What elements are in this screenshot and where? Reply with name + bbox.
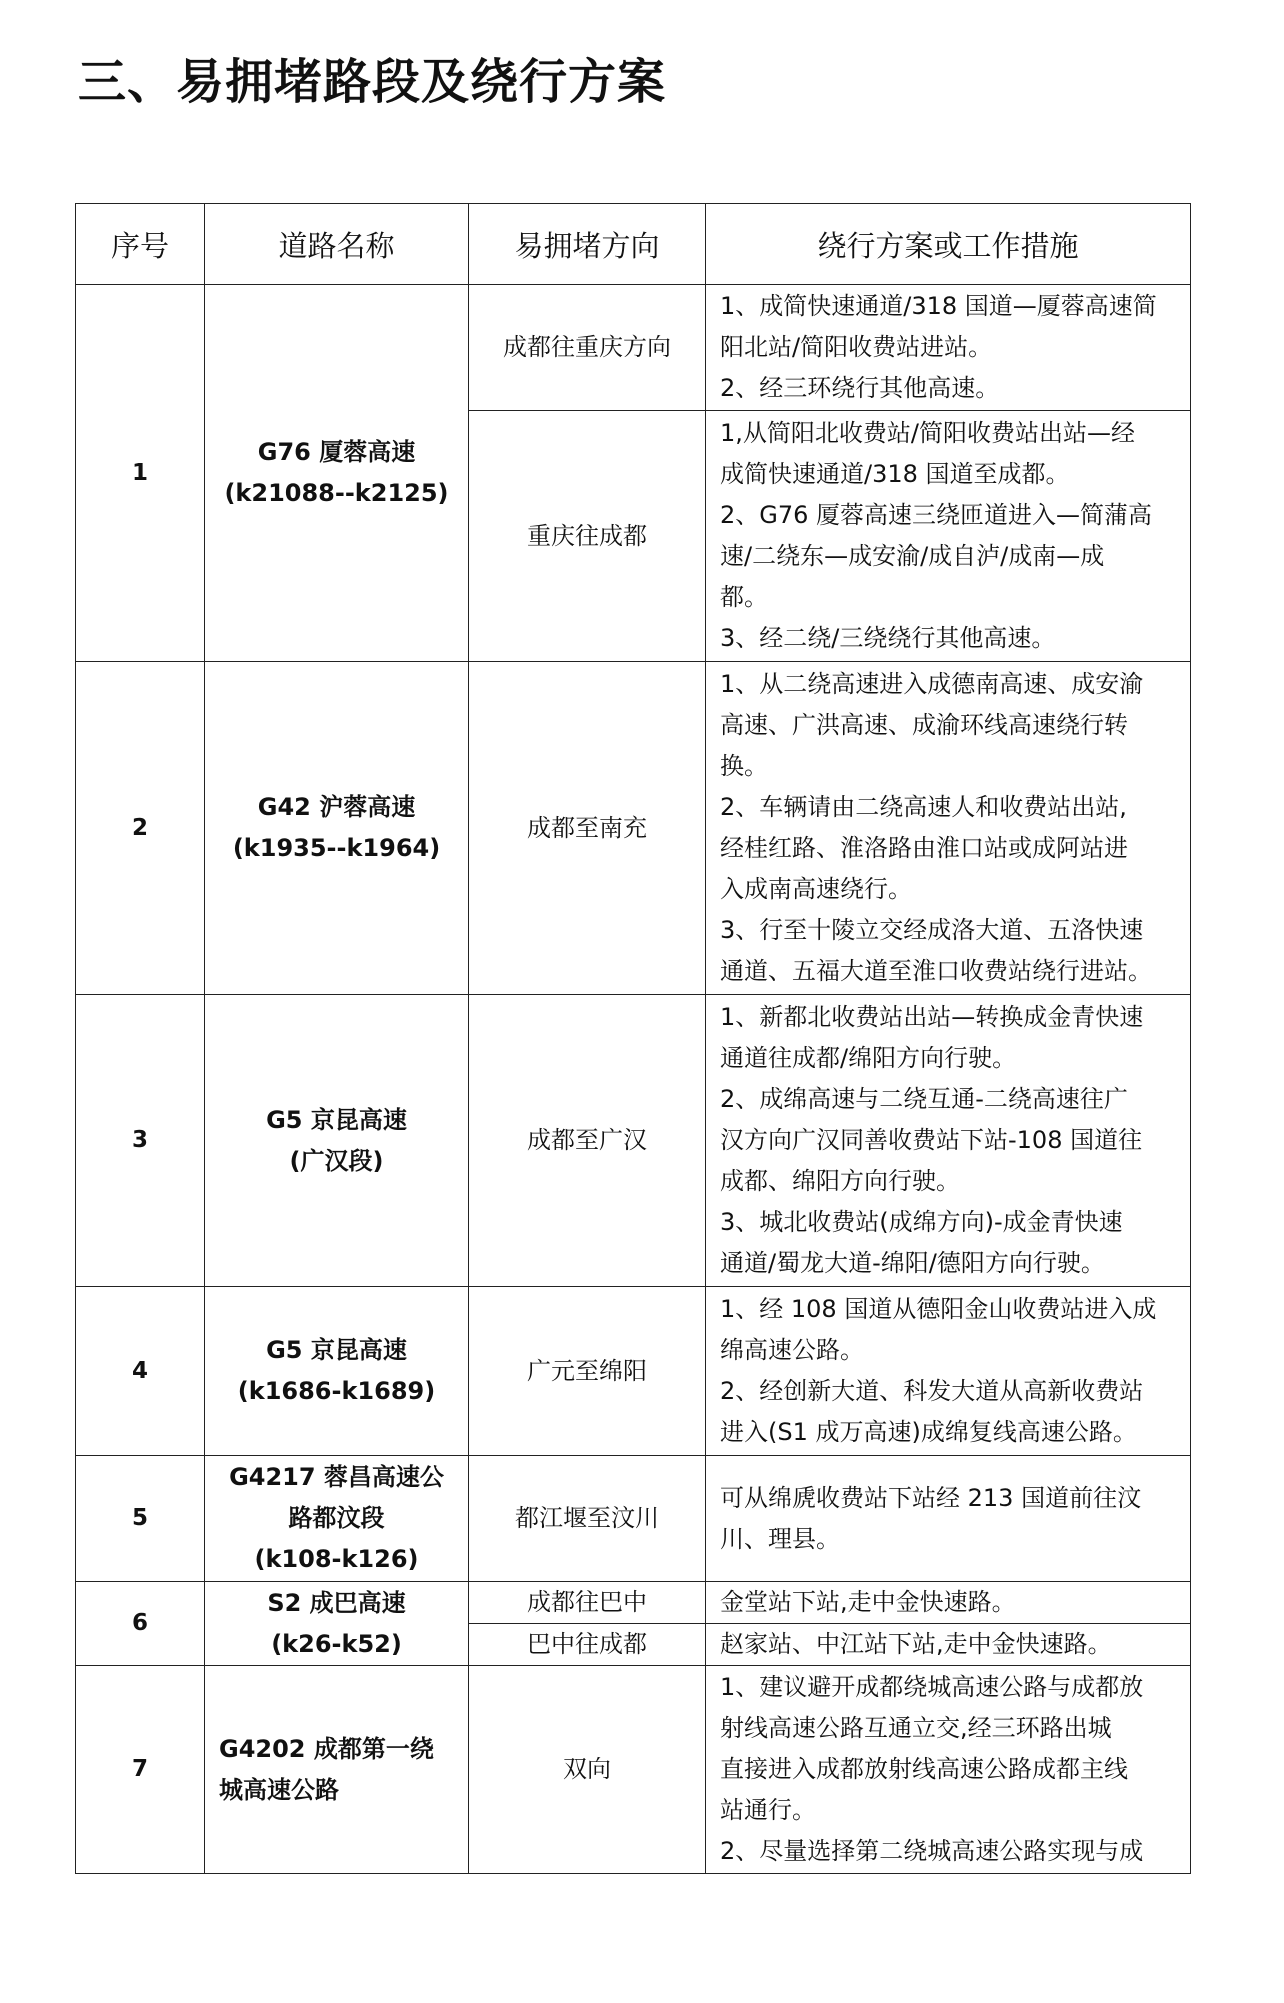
road-name <box>205 1666 469 1874</box>
row-seq: 2 <box>76 662 205 995</box>
row-seq: 3 <box>76 995 205 1287</box>
detour-table <box>75 203 1191 1874</box>
table-row <box>76 1582 1191 1624</box>
plan-line: 川、理县。 <box>720 1524 840 1553</box>
header-seq: 序号 <box>76 204 205 285</box>
plan-line: 赵家站、中江站下站,走中金快速路。 <box>720 1630 1112 1658</box>
plan-line: 阳北站/简阳收费站进站。 <box>720 333 993 361</box>
road-name <box>205 1287 469 1456</box>
detour-plan <box>706 1287 1191 1456</box>
road-name-line: (k21088--k2125) <box>224 479 449 507</box>
road-name-line: (k1935--k1964) <box>232 834 441 862</box>
road-name-line: G76 厦蓉高速 <box>257 438 416 466</box>
plan-line: 进入(S1 成万高速)成绵复线高速公路。 <box>720 1418 1137 1446</box>
detour-plan <box>706 411 1191 662</box>
road-name-line: (k26-k52) <box>271 1629 402 1658</box>
plan-line: 直接进入成都放射线高速公路成都主线 <box>720 1755 1128 1783</box>
congestion-direction: 成都至广汉 <box>469 995 706 1287</box>
congestion-direction: 巴中往成都 <box>469 1624 706 1666</box>
road-name <box>205 1582 469 1666</box>
detour-plan <box>706 995 1191 1287</box>
table-row <box>76 1287 1191 1456</box>
plan-line: 站通行。 <box>720 1796 816 1824</box>
plan-line: 可从绵虒收费站下站经 213 国道前往汶 <box>720 1483 1142 1512</box>
plan-line: 射线高速公路互通立交,经三环路出城 <box>720 1714 1112 1742</box>
plan-line: 2、G76 厦蓉高速三绕匝道进入—简蒲高 <box>720 501 1153 529</box>
row-seq: 1 <box>76 285 205 662</box>
congestion-direction: 都江堰至汶川 <box>469 1456 706 1582</box>
road-name-line: S2 成巴高速 <box>267 1588 406 1617</box>
row-seq: 5 <box>76 1456 205 1582</box>
table-header-row <box>76 204 1191 285</box>
plan-line: 通道/蜀龙大道-绵阳/德阳方向行驶。 <box>720 1249 1105 1277</box>
congestion-direction: 成都往巴中 <box>469 1582 706 1624</box>
plan-line: 换。 <box>720 752 768 780</box>
detour-plan <box>706 1456 1191 1582</box>
road-name-line: G42 沪蓉高速 <box>257 793 416 821</box>
plan-line: 汉方向广汉同善收费站下站-108 国道往 <box>720 1126 1143 1154</box>
road-name <box>205 1456 469 1582</box>
plan-line: 1、建议避开成都绕城高速公路与成都放 <box>720 1673 1144 1701</box>
plan-line: 1、新都北收费站出站—转换成金青快速 <box>720 1003 1144 1031</box>
road-name-line: (k1686-k1689) <box>237 1377 436 1405</box>
plan-line: 3、经二绕/三绕绕行其他高速。 <box>720 624 1056 652</box>
plan-line: 绵高速公路。 <box>720 1336 864 1364</box>
road-name-line: G5 京昆高速 <box>266 1105 407 1134</box>
plan-line: 速/二绕东—成安渝/成自泸/成南—成 <box>720 542 1105 570</box>
detour-plan <box>706 1582 1191 1624</box>
plan-line: 成都、绵阳方向行驶。 <box>720 1167 960 1195</box>
road-name-line: G4217 蓉昌高速公 <box>229 1463 444 1491</box>
road-name-line: 路都汶段 <box>288 1504 385 1532</box>
plan-line: 高速、广洪高速、成渝环线高速绕行转 <box>720 711 1128 739</box>
plan-line: 成简快速通道/318 国道至成都。 <box>720 460 1070 488</box>
plan-line: 入成南高速绕行。 <box>720 875 912 903</box>
plan-line: 经桂红路、淮洛路由淮口站或成阿站进 <box>720 834 1128 862</box>
road-name-line: G4202 成都第一绕 <box>219 1734 434 1763</box>
detour-plan <box>706 662 1191 995</box>
road-name-line: (广汉段) <box>289 1146 384 1175</box>
plan-line: 2、尽量选择第二绕城高速公路实现与成 <box>720 1837 1144 1865</box>
congestion-direction: 重庆往成都 <box>469 411 706 662</box>
header-detour-plan: 绕行方案或工作措施 <box>706 204 1191 285</box>
congestion-direction: 广元至绵阳 <box>469 1287 706 1456</box>
road-name-line: 城高速公路 <box>219 1775 339 1804</box>
road-name-line: G5 京昆高速 <box>266 1336 407 1364</box>
plan-line: 2、成绵高速与二绕互通-二绕高速往广 <box>720 1085 1128 1113</box>
congestion-direction: 成都至南充 <box>469 662 706 995</box>
row-seq: 7 <box>76 1666 205 1874</box>
row-seq: 4 <box>76 1287 205 1456</box>
header-congestion-direction: 易拥堵方向 <box>469 204 706 285</box>
table-row <box>76 285 1191 411</box>
plan-line: 都。 <box>720 583 768 611</box>
plan-line: 1、成简快速通道/318 国道—厦蓉高速简 <box>720 292 1157 320</box>
page-title: 三、易拥堵路段及绕行方案 <box>78 54 667 110</box>
plan-line: 1、经 108 国道从德阳金山收费站进入成 <box>720 1295 1157 1323</box>
header-road-name: 道路名称 <box>205 204 469 285</box>
road-name <box>205 662 469 995</box>
row-seq: 6 <box>76 1582 205 1666</box>
plan-line: 3、城北收费站(成绵方向)-成金青快速 <box>720 1208 1123 1236</box>
road-name <box>205 285 469 662</box>
plan-line: 1、从二绕高速进入成德南高速、成安渝 <box>720 670 1144 698</box>
detour-plan <box>706 1624 1191 1666</box>
road-name-line: (k108-k126) <box>254 1545 419 1573</box>
plan-line: 2、经创新大道、科发大道从高新收费站 <box>720 1377 1144 1405</box>
plan-line: 1,从简阳北收费站/简阳收费站出站—经 <box>720 419 1135 447</box>
table-row <box>76 995 1191 1287</box>
table-row <box>76 662 1191 995</box>
plan-line: 2、经三环绕行其他高速。 <box>720 374 1000 402</box>
plan-line: 3、行至十陵立交经成洛大道、五洛快速 <box>720 916 1144 944</box>
detour-plan <box>706 1666 1191 1874</box>
detour-plan <box>706 285 1191 411</box>
road-name <box>205 995 469 1287</box>
plan-line: 2、车辆请由二绕高速人和收费站出站, <box>720 793 1127 821</box>
plan-line: 通道往成都/绵阳方向行驶。 <box>720 1044 1017 1072</box>
congestion-direction: 成都往重庆方向 <box>469 285 706 411</box>
congestion-direction: 双向 <box>469 1666 706 1874</box>
plan-line: 金堂站下站,走中金快速路。 <box>720 1588 1016 1616</box>
table-row <box>76 1666 1191 1874</box>
table-row <box>76 1456 1191 1582</box>
plan-line: 通道、五福大道至淮口收费站绕行进站。 <box>720 957 1152 985</box>
